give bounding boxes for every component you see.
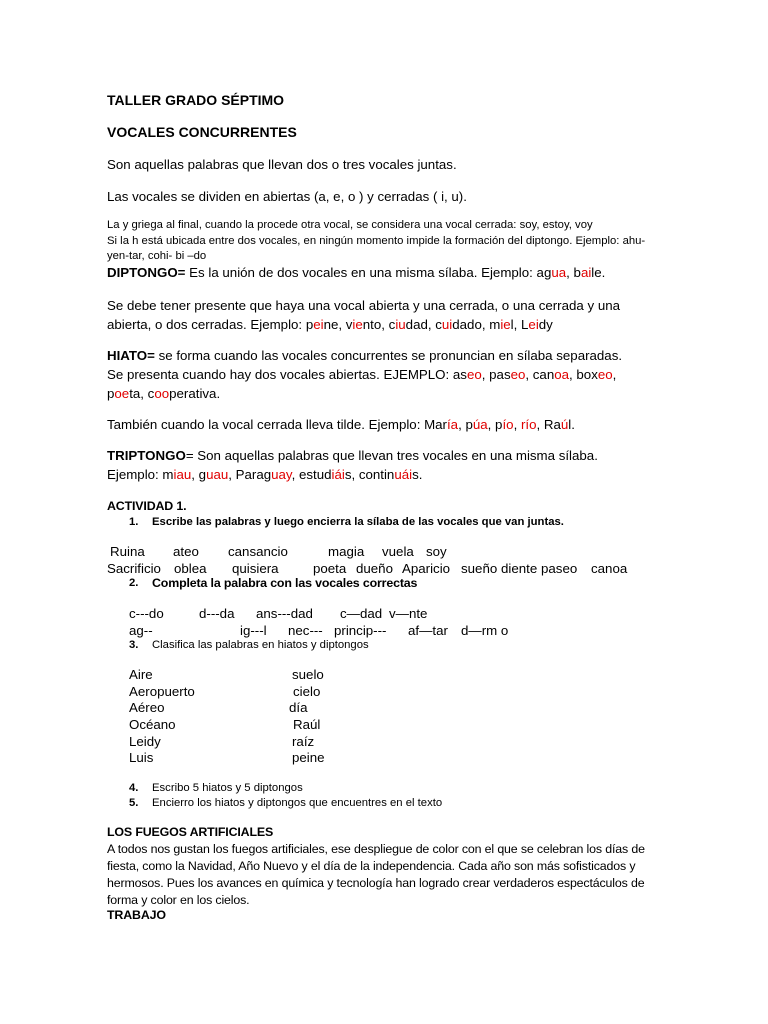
word: ateo	[173, 544, 199, 559]
ex-highlight: ua	[551, 265, 567, 280]
ex-text: ,	[513, 417, 521, 432]
note-y-griega: La y griega al final, cuando la procede otra vocal, se considera una vocal cerrada: soy, estoy, voy	[107, 219, 593, 231]
ex-text: p	[107, 386, 115, 401]
instruction-1: Escribe las palabras y luego encierra la sílaba de las vocales que van juntas.	[152, 516, 564, 528]
word: diente	[501, 561, 538, 576]
classify-word: Aéreo	[129, 700, 165, 715]
classify-word: Océano	[129, 717, 176, 732]
hiato-line3	[107, 386, 220, 401]
page-title: TALLER GRADO SÉPTIMO	[107, 92, 285, 108]
diptongo-rule-line2	[107, 317, 553, 332]
ex-text: ag	[536, 265, 552, 280]
ex-highlight: iái	[331, 467, 345, 482]
classify-word: cielo	[293, 684, 321, 699]
word: quisiera	[232, 561, 279, 576]
item-number: 3.	[129, 639, 139, 651]
fuegos-paragraph-line: fiesta, como la Navidad, Año Nuevo y el día de la independencia. Cada año son más sofisticados y	[107, 859, 636, 873]
ex-highlight: ie	[352, 317, 363, 332]
item-number: 2.	[129, 577, 139, 589]
ex-highlight: ei	[313, 317, 324, 332]
ex-text: dad, c	[405, 317, 442, 332]
ex-text: , b	[566, 265, 581, 280]
ex-text: s, contin	[344, 467, 395, 482]
ex-text: , g	[191, 467, 207, 482]
item-number: 1.	[129, 516, 139, 528]
ex-text: , box	[569, 367, 598, 382]
classify-word: suelo	[292, 667, 324, 682]
ex-text: , p	[458, 417, 473, 432]
item-number: 5.	[129, 797, 139, 809]
ex-highlight: oe	[114, 386, 130, 401]
ex-highlight: ui	[441, 317, 453, 332]
diptongo-definition	[107, 265, 605, 280]
ex-highlight: eo	[597, 367, 613, 382]
ex-text: perativa.	[169, 386, 221, 401]
ex-text: l.	[568, 417, 575, 432]
ex-text: ,	[612, 367, 617, 382]
fuegos-paragraph-line: A todos nos gustan los fuegos artificiales, ese despliegue de color con el que se celebran los días de	[107, 842, 645, 856]
ex-highlight: ú	[560, 417, 569, 432]
instruction-3: Clasifica las palabras en hiatos y diptongos	[152, 639, 369, 651]
word: paseo	[541, 561, 578, 576]
ex-text: ne, v	[323, 317, 353, 332]
paragraph-definition: Son aquellas palabras que llevan dos o tres vocales juntas.	[107, 157, 457, 172]
classify-word: Raúl	[293, 717, 321, 732]
classify-word: Leidy	[129, 734, 161, 749]
word: magia	[328, 544, 365, 559]
ex-text: abierta, o dos cerradas. Ejemplo:	[107, 317, 306, 332]
ex-highlight: uau	[206, 467, 229, 482]
ex-text: le.	[591, 265, 606, 280]
ex-text: s.	[412, 467, 423, 482]
fuegos-paragraph-line: hermosos. Pues los avances en química y tecnología han logrado crear verdaderos espectáculos de	[107, 876, 645, 890]
instruction-5: Encierro los hiatos y diptongos que encuentres en el texto	[152, 797, 443, 809]
triptongo-label: TRIPTONGO	[107, 448, 186, 463]
fill-word: d—rm o	[461, 623, 509, 638]
fill-word: d---da	[199, 606, 235, 621]
fill-word: princip---	[334, 623, 387, 638]
ex-text: También cuando la vocal cerrada lleva tilde. Ejemplo: Mar	[107, 417, 447, 432]
ex-highlight: uái	[394, 467, 413, 482]
word: oblea	[174, 561, 207, 576]
hiato-line2	[107, 367, 616, 382]
ex-text: p	[305, 317, 314, 332]
ex-highlight: úa	[472, 417, 488, 432]
ex-highlight: ai	[580, 265, 592, 280]
classify-word: Aeropuerto	[129, 684, 195, 699]
word: vuela	[382, 544, 414, 559]
hiato-text: se forma cuando las vocales concurrentes se pronuncian en sílaba separadas.	[154, 348, 623, 363]
ex-text: , can	[525, 367, 555, 382]
word: canoa	[591, 561, 628, 576]
classify-word: día	[289, 700, 308, 715]
ex-text: Se presenta cuando hay dos vocales abiertas. EJEMPLO: as	[107, 367, 467, 382]
fill-word: af—tar	[408, 623, 448, 638]
word: Ruina	[110, 544, 145, 559]
note-h-line2: yen-tar, cohi- bi –do	[107, 250, 207, 262]
diptongo-rule-line1: Se debe tener presente que haya una vocal abierta y una cerrada, o una cerrada y una	[107, 298, 621, 313]
ex-text: , p	[487, 417, 503, 432]
ex-highlight: ía	[446, 417, 459, 432]
fill-word: ig---l	[240, 623, 267, 638]
ex-highlight: oo	[154, 386, 170, 401]
ex-highlight: iau	[173, 467, 192, 482]
diptongo-label: DIPTONGO=	[107, 265, 186, 280]
note-h-line1: Si la h está ubicada entre dos vocales, en ningún momento impide la formación del diptongo. Ejemplo: ahu-	[107, 235, 646, 247]
word: dueño	[356, 561, 393, 576]
instruction-2: Completa la palabra con las vocales correctas	[152, 576, 418, 590]
classify-word: Aire	[129, 667, 153, 682]
ex-text: Ejemplo: m	[107, 467, 174, 482]
hiato-definition	[107, 348, 622, 363]
ex-highlight: río	[520, 417, 537, 432]
ex-text: , Ra	[536, 417, 561, 432]
triptongo-text: = Son aquellas palabras que llevan tres vocales en una misma sílaba.	[185, 448, 598, 463]
ex-text: dy	[538, 317, 553, 332]
word: Aparicio	[402, 561, 451, 576]
fuegos-title: LOS FUEGOS ARTIFICIALES	[107, 825, 274, 839]
ex-text: l, L	[510, 317, 529, 332]
triptongo-examples	[107, 467, 422, 482]
word: cansancio	[228, 544, 288, 559]
fuegos-paragraph-line: forma y color en los cielos.	[107, 893, 250, 907]
section-heading-vocales: VOCALES CONCURRENTES	[107, 124, 297, 140]
item-number: 4.	[129, 782, 139, 794]
fill-word: c---do	[129, 606, 164, 621]
paragraph-vowel-types: Las vocales se dividen en abiertas (a, e, o ) y cerradas ( i, u).	[107, 189, 467, 204]
ex-text: nto, c	[362, 317, 396, 332]
diptongo-text: Es la unión de dos vocales en una misma sílaba. Ejemplo:	[185, 265, 537, 280]
fill-word: v—nte	[389, 606, 428, 621]
word: soy	[426, 544, 447, 559]
word: Sacrificio	[107, 561, 161, 576]
classify-word: peine	[292, 750, 325, 765]
ex-highlight: ío	[502, 417, 514, 432]
word: poeta	[313, 561, 347, 576]
word: sueño	[461, 561, 498, 576]
ex-highlight: oa	[554, 367, 570, 382]
ex-text: , estud	[291, 467, 332, 482]
fill-word: ans---dad	[256, 606, 313, 621]
ex-highlight: ei	[528, 317, 539, 332]
instruction-4: Escribo 5 hiatos y 5 diptongos	[152, 782, 303, 794]
ex-text: dado, m	[452, 317, 501, 332]
triptongo-definition	[107, 448, 598, 463]
tilde-line	[107, 417, 575, 432]
fill-word: nec---	[288, 623, 323, 638]
ex-highlight: eo	[510, 367, 526, 382]
actividad-title: ACTIVIDAD 1.	[107, 499, 187, 513]
ex-highlight: ie	[500, 317, 511, 332]
trabajo-heading: TRABAJO	[107, 908, 166, 922]
hiato-label: HIATO=	[107, 348, 155, 363]
fill-word: c—dad	[340, 606, 383, 621]
classify-word: raíz	[292, 734, 315, 749]
ex-text: , Parag	[228, 467, 272, 482]
ex-highlight: uay	[271, 467, 292, 482]
ex-highlight: iu	[395, 317, 406, 332]
ex-highlight: eo	[466, 367, 482, 382]
ex-text: , pas	[481, 367, 511, 382]
fill-word: ag--	[129, 623, 153, 638]
classify-word: Luis	[129, 750, 154, 765]
ex-text: ta, c	[129, 386, 155, 401]
